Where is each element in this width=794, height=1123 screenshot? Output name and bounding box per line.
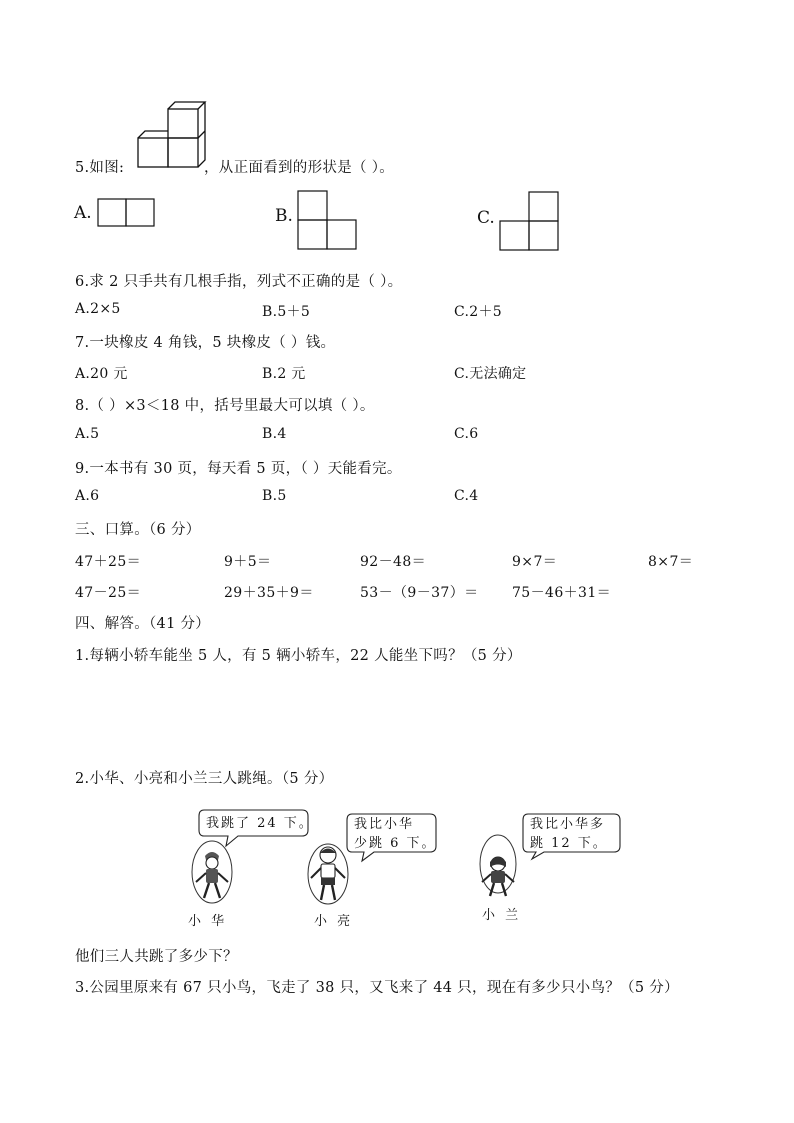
calc-r2-c3: 53－（9－37）＝ [360, 585, 479, 601]
problem-1: 1.每辆小轿车能坐 5 人，有 5 辆小轿车，22 人能坐下吗？（5 分） [75, 648, 522, 664]
q5-cube-figure [136, 101, 206, 171]
speech-xiaolan-line1: 我比小华多 [530, 817, 606, 832]
kid-xiaolan-figure [466, 834, 526, 904]
speech-xiaohua: 我跳了 24 下。 [206, 816, 314, 831]
q5-option-b-shape [297, 190, 359, 252]
calc-r1-c5: 8×7＝ [648, 554, 694, 570]
q7-option-c: C.无法确定 [454, 366, 527, 382]
q8-option-c: C.6 [454, 426, 479, 442]
q5-option-b-label: B. [275, 206, 293, 226]
problem-2: 2.小华、小亮和小兰三人跳绳。（5 分） [75, 771, 334, 787]
q7-option-a: A.20 元 [75, 366, 128, 382]
kid-xiaoliang-figure [298, 840, 358, 908]
problem-2-question: 他们三人共跳了多少下？ [75, 949, 238, 965]
kid-name-xiaolan: 小 兰 [482, 908, 522, 923]
q6-stem: 6.求 2 只手共有几根手指，列式不正确的是（ ）。 [75, 274, 403, 290]
calc-r1-c1: 47＋25＝ [75, 554, 142, 570]
q5-option-a-shape [97, 197, 157, 229]
q8-option-b: B.4 [262, 426, 287, 442]
q5-stem-prefix: 5.如图: [75, 160, 125, 176]
section-4-title: 四、解答。（41 分） [75, 616, 211, 632]
q9-stem: 9.一本书有 30 页，每天看 5 页，（ ）天能看完。 [75, 461, 402, 477]
calc-r2-c4: 75－46＋31＝ [512, 585, 612, 601]
q6-option-b: B.5＋5 [262, 304, 311, 320]
q9-option-c: C.4 [454, 488, 479, 504]
q9-option-b: B.5 [262, 488, 287, 504]
q8-option-a: A.5 [75, 426, 100, 442]
q6-option-c: C.2＋5 [454, 304, 502, 320]
q9-option-a: A.6 [75, 488, 100, 504]
q5-option-a-label: A. [74, 203, 92, 223]
q5-option-c-label: C. [477, 208, 495, 228]
calc-r1-c3: 92－48＝ [360, 554, 427, 570]
speech-xiaolan-line2: 跳 12 下。 [530, 836, 608, 851]
section-3-title: 三、口算。（6 分） [75, 522, 201, 538]
q5-stem-suffix: ，从正面看到的形状是（ ）。 [204, 160, 395, 176]
speech-xiaoliang-line2: 少跳 6 下。 [354, 836, 437, 851]
q5-option-c-shape [499, 191, 561, 253]
kid-name-xiaohua: 小 华 [188, 914, 228, 929]
q6-option-a: A.2×5 [75, 301, 121, 317]
calc-r1-c2: 9＋5＝ [224, 554, 272, 570]
calc-r1-c4: 9×7＝ [512, 554, 558, 570]
calc-r2-c1: 47－25＝ [75, 585, 142, 601]
problem-3: 3.公园里原来有 67 只小鸟，飞走了 38 只，又飞来了 44 只，现在有多少只小鸟？（5 分） [75, 980, 679, 996]
jump-rope-illustration [170, 800, 630, 930]
speech-xiaoliang-line1: 我比小华 [354, 817, 415, 832]
q7-option-b: B.2 元 [262, 366, 306, 382]
q8-stem: 8.（ ）×3＜18 中，括号里最大可以填（ ）。 [75, 398, 375, 414]
q7-stem: 7.一块橡皮 4 角钱，5 块橡皮（ ）钱。 [75, 335, 336, 351]
kid-name-xiaoliang: 小 亮 [314, 914, 354, 929]
kid-xiaohua-figure [182, 838, 242, 908]
calc-r2-c2: 29＋35＋9＝ [224, 585, 314, 601]
